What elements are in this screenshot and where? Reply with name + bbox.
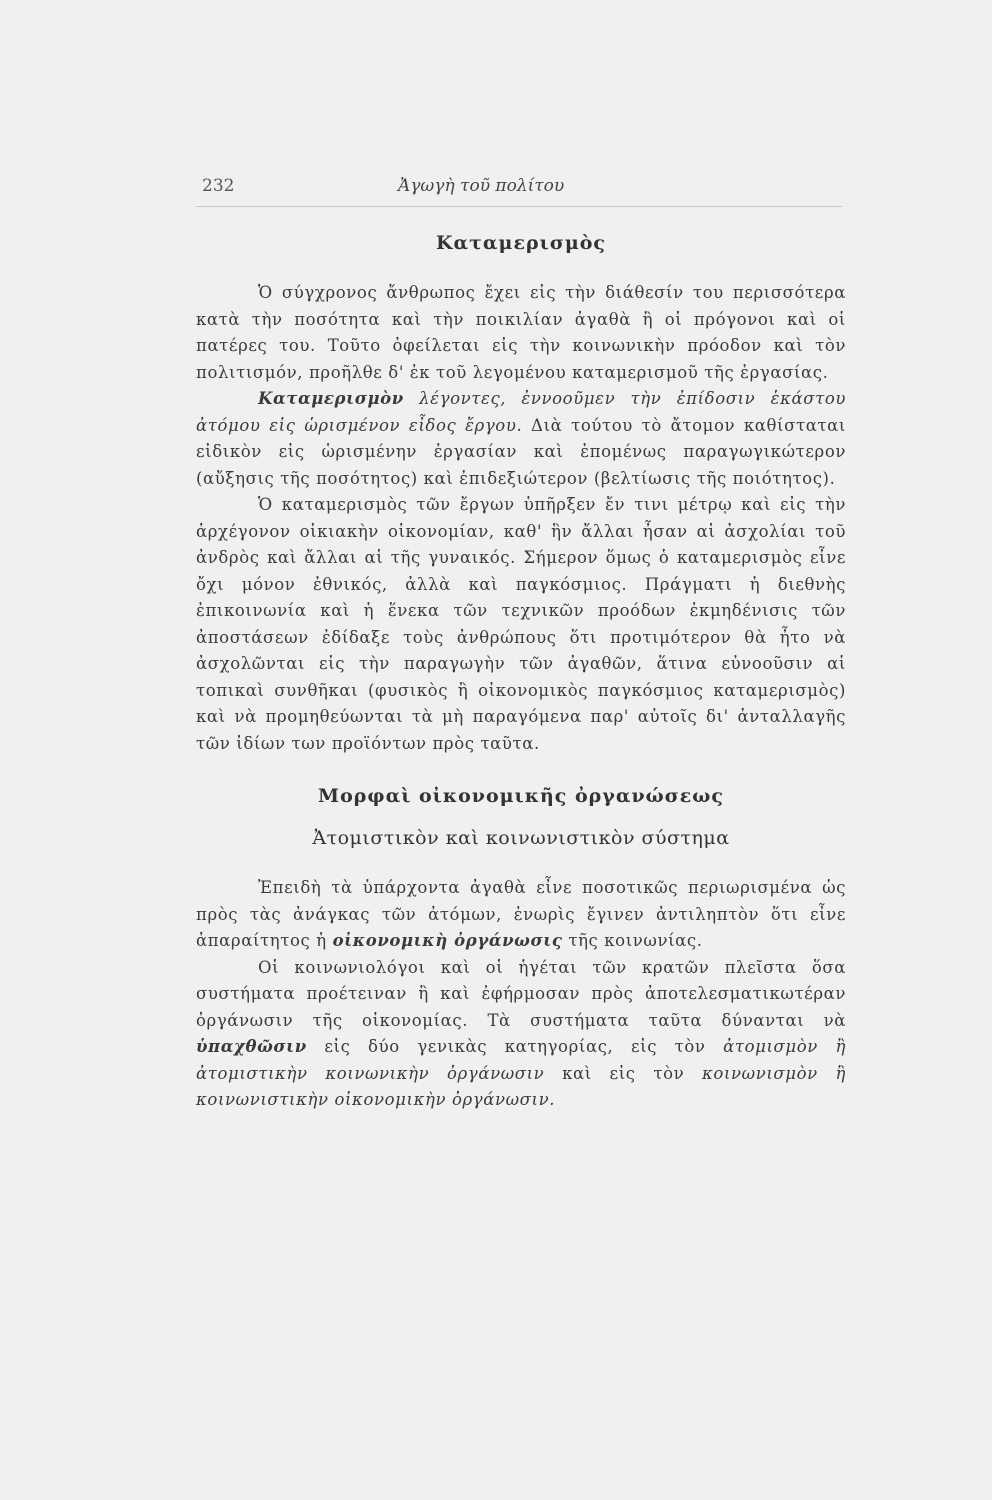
paragraph bbox=[196, 955, 846, 1114]
paragraph-text: Διὰ τούτου τὸ ἄτομον καθίσταται εἰδικὸν εἰς ὡρισμένην ἐργασίαν καὶ ἑπομένως παραγωγικώτερον (αὔξησις τῆς ποσότητος) καὶ ἐπιδεξιώτερον (βελτίωσις τῆς ποιότητος). bbox=[196, 415, 846, 488]
paragraph-text: καὶ εἰς τὸν bbox=[562, 1063, 685, 1083]
subsection-heading: Ἀτομιστικὸν καὶ κοινωνιστικὸν σύστημα bbox=[312, 827, 730, 849]
bold-term: ὑπαχθῶσιν bbox=[196, 1037, 307, 1056]
page-number: 232 bbox=[202, 176, 235, 196]
paragraph-text: Ἐπειδὴ τὰ ὑπάρχοντα ἀγαθὰ εἶνε ποσοτικῶς περιωρισμένα ὡς πρὸς τὰς ἀνάγκας τῶν ἀτόμων, ἐνωρὶς ἔγινεν ἀντιληπτὸν ὅτι εἶνε ἀπαραίτητος ἡ bbox=[196, 878, 846, 950]
header-rule bbox=[196, 206, 842, 207]
section-heading-division-of-labor: Καταμερισμὸς bbox=[436, 232, 606, 254]
paragraph: Ὁ σύγχρονος ἄνθρωπος ἔχει εἰς τὴν διάθεσίν του περισσότερα κατὰ τὴν ποσότητα καὶ τὴν ποικιλίαν ἀγαθὰ ἢ οἱ πρόγονοι καὶ οἱ πατέρες του. Τοῦτο ὀφείλεται εἰς τὴν κοινωνικὴν πρόοδον καὶ τὸν πολιτισμόν, προῆλθε δ' ἐκ τοῦ λεγομένου καταμερισμοῦ τῆς ἐργασίας. bbox=[196, 283, 846, 382]
page-header bbox=[202, 176, 844, 204]
running-title: Ἀγωγὴ τοῦ πολίτου bbox=[398, 176, 565, 196]
paragraph: Ὁ καταμερισμὸς τῶν ἔργων ὑπῆρξεν ἔν τινι μέτρῳ καὶ εἰς τὴν ἀρχέγονον οἰκιακὴν οἰκονομίαν, καθ' ἣν ἄλλαι ἦσαν αἱ ἀσχολίαι τοῦ ἀνδρὸς καὶ ἄλλαι αἱ τῆς γυναικός. Σήμερον ὅμως ὁ καταμερισμὸς εἶνε ὄχι μόνον ἐθνικός, ἀλλὰ καὶ παγκόσμιος. Πράγματι ἡ διεθνὴς ἐπικοινωνία καὶ ἡ ἕνεκα τῶν τεχνικῶν προόδων ἐκμηδένισις τῶν ἀποστάσεων ἐδίδαξε τοὺς ἀνθρώπους ὅτι προτιμότερον θὰ ἦτο νὰ ἀσχολῶνται εἰς τὴν παραγωγὴν τῶν ἀγαθῶν, ἅτινα εὐνοοῦσιν αἱ τοπικαὶ συνθῆκαι (φυσικὸς ἢ οἰκονομικὸς παγκόσμιος καταμερισμὸς) καὶ νὰ προμηθεύωνται τὰ μὴ παραγόμενα παρ' αὐτοῖς δι' ἀνταλλαγῆς τῶν ἰδίων των προϊόντων πρὸς ταῦτα. bbox=[196, 495, 846, 753]
bold-term: οἰκονομικὴ ὀργάνωσις bbox=[332, 931, 563, 950]
page-content bbox=[196, 232, 846, 1114]
italic-term: ἀτομισμὸν ἢ ἀτομιστικὴν κοινωνικὴν ὀργάνωσιν bbox=[196, 1037, 846, 1083]
italic-term: κοινωνισμὸν ἢ κοινωνιστικὴν οἰκονομικὴν ὀργάνωσιν. bbox=[196, 1063, 846, 1109]
bold-term: Καταμερισμὸν bbox=[258, 389, 404, 408]
paragraph-definition bbox=[196, 386, 846, 492]
paragraph-text: εἰς δύο γενικὰς κατηγορίας, εἰς τὸν bbox=[324, 1037, 706, 1056]
paragraph bbox=[196, 875, 846, 955]
paragraph-text: τῆς κοινωνίας. bbox=[568, 931, 703, 950]
italic-definition: λέγοντες, ἐννοοῦμεν τὴν ἐπίδοσιν ἑκάστου ἀτόμου εἰς ὡρισμένον εἶδος ἔργου. bbox=[196, 389, 846, 435]
section-heading-economic-organization: Μορφαὶ οἰκονομικῆς ὀργανώσεως bbox=[318, 785, 724, 807]
paragraph-text: Οἱ κοινωνιολόγοι καὶ οἱ ἡγέται τῶν κρατῶν πλεῖστα ὅσα συστήματα προέτειναν ἢ καὶ ἐφήρμοσαν πρὸς ἀποτελεσματικωτέραν ὀργάνωσιν τῆς οἰκονομίας. Τὰ συστήματα ταῦτα δύνανται νὰ bbox=[196, 957, 846, 1030]
